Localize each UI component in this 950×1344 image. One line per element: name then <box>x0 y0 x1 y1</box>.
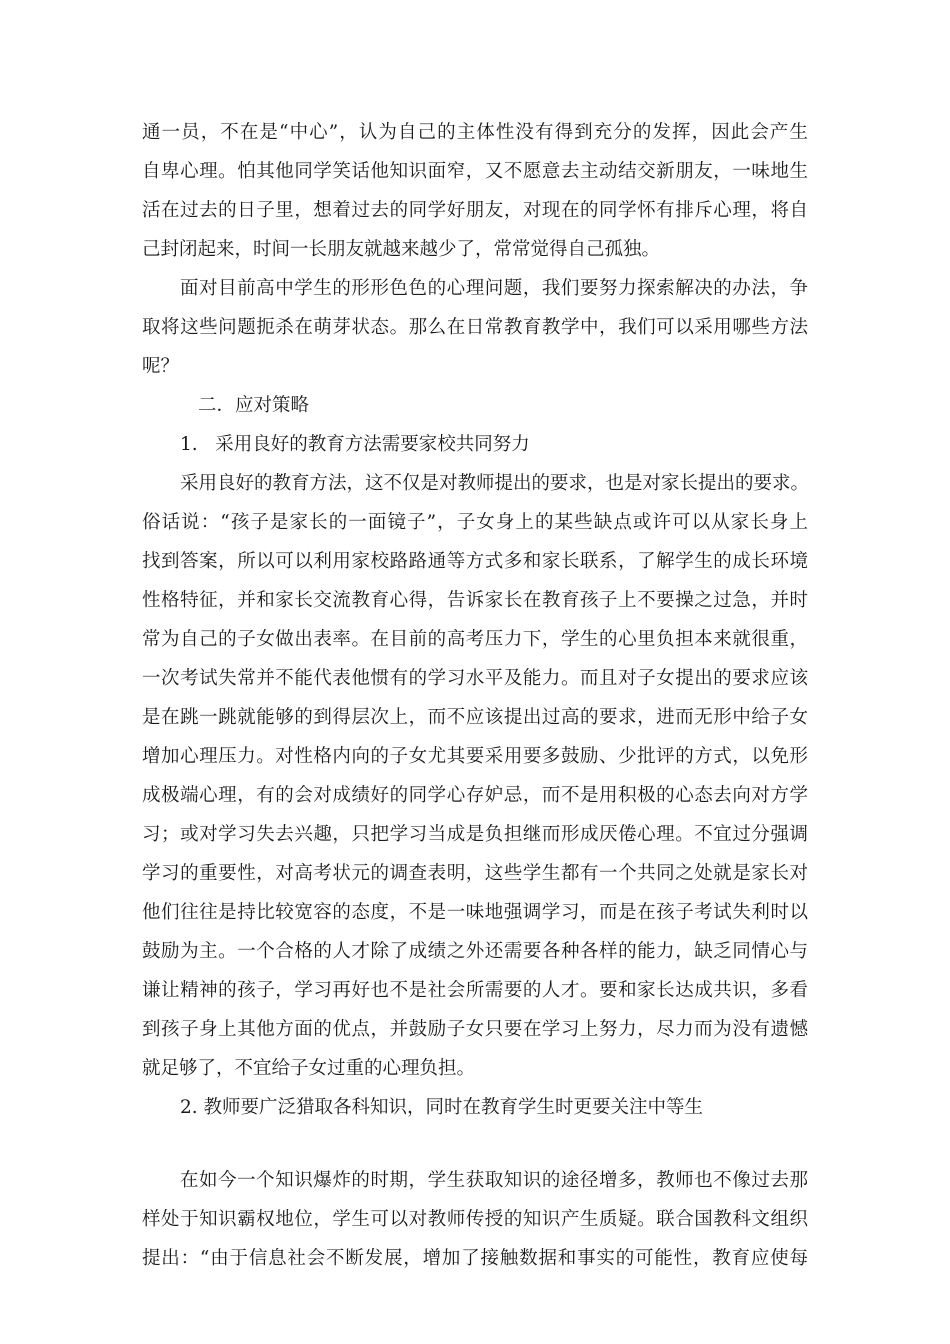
paragraph-3-line-13: 鼓励为主。一个合格的人才除了成绩之外还需要各种各样的能力，缺乏同情心与 <box>142 941 808 962</box>
paragraph-3-line-9: 成极端心理，有的会对成绩好的同学心存妒忌，而不是用积极的心态去向对方学 <box>142 785 808 806</box>
paragraph-3-line-3: 找到答案，所以可以利用家校路路通等方式多和家长联系，了解学生的成长环境 <box>142 551 808 572</box>
paragraph-3-line-1: 采用良好的教育方法，这不仅是对教师提出的要求，也是对家长提出的要求。 <box>180 473 810 494</box>
paragraph-1-line-4: 己封闭起来，时间一长朋友就越来越少了，常常觉得自己孤独。 <box>142 239 661 260</box>
paragraph-3-line-12: 他们往往是持比较宽容的态度，不是一味地强调学习，而是在孩子考试失利时以 <box>142 902 808 923</box>
section-heading: 二．应对策略 <box>198 395 310 416</box>
paragraph-3-line-16: 就足够了，不宜给子女过重的心理负担。 <box>142 1058 476 1079</box>
subheading-2: 2. 教师要广泛猎取各科知识，同时在教育学生时更要关注中等生 <box>180 1097 704 1118</box>
paragraph-1-line-1: 通一员，不在是“中心”，认为自己的主体性没有得到充分的发挥，因此会产生 <box>142 122 808 143</box>
paragraph-4-line-2: 样处于知识霸权地位，学生可以对教师传授的知识产生质疑。联合国教科文组织 <box>142 1209 808 1230</box>
paragraph-3-line-7: 是在跳一跳就能够的到得层次上，而不应该提出过高的要求，进而无形中给子女 <box>142 707 808 728</box>
paragraph-3-line-15: 到孩子身上其他方面的优点，并鼓励子女只要在学习上努力，尽力而为没有遗憾 <box>142 1019 808 1040</box>
paragraph-4-line-3: 提出：“由于信息社会不断发展，增加了接触数据和事实的可能性，教育应使每 <box>142 1248 808 1269</box>
paragraph-3-line-5: 常为自己的子女做出表率。在目前的高考压力下，学生的心里负担本来就很重， <box>142 629 808 650</box>
paragraph-3-line-2: 俗话说：“孩子是家长的一面镜子”，子女身上的某些缺点或许可以从家长身上 <box>142 512 808 533</box>
paragraph-3-line-10: 习；或对学习失去兴趣，只把学习当成是负担继而形成厌倦心理。不宜过分强调 <box>142 824 808 845</box>
paragraph-2-line-2: 取将这些问题扼杀在萌芽状态。那么在日常教育教学中，我们可以采用哪些方法 <box>142 317 808 338</box>
paragraph-3-line-11: 学习的重要性，对高考状元的调查表明，这些学生都有一个共同之处就是家长对 <box>142 863 808 884</box>
paragraph-1-line-2: 自卑心理。怕其他同学笑话他知识面窄，又不愿意去主动结交新朋友，一味地生 <box>142 161 808 182</box>
paragraph-1-line-3: 活在过去的日子里，想着过去的同学好朋友，对现在的同学怀有排斥心理，将自 <box>142 200 808 221</box>
paragraph-2-line-3: 呢？ <box>142 356 180 377</box>
subheading-1: 1. 采用良好的教育方法需要家校共同努力 <box>180 434 530 455</box>
paragraph-3-line-14: 谦让精神的孩子，学习再好也不是社会所需要的人才。要和家长达成共识，多看 <box>142 980 808 1001</box>
paragraph-4-line-1: 在如今一个知识爆炸的时期，学生获取知识的途径增多，教师也不像过去那 <box>180 1170 808 1191</box>
paragraph-3-line-6: 一次考试失常并不能代表他惯有的学习水平及能力。而且对子女提出的要求应该 <box>142 668 808 689</box>
paragraph-3-line-4: 性格特征，并和家长交流教育心得，告诉家长在教育孩子上不要操之过急，并时 <box>142 590 808 611</box>
paragraph-2-line-1: 面对目前高中学生的形形色色的心理问题，我们要努力探索解决的办法，争 <box>180 278 808 299</box>
paragraph-3-line-8: 增加心理压力。对性格内向的子女尤其要采用要多鼓励、少批评的方式，以免形 <box>142 746 808 767</box>
